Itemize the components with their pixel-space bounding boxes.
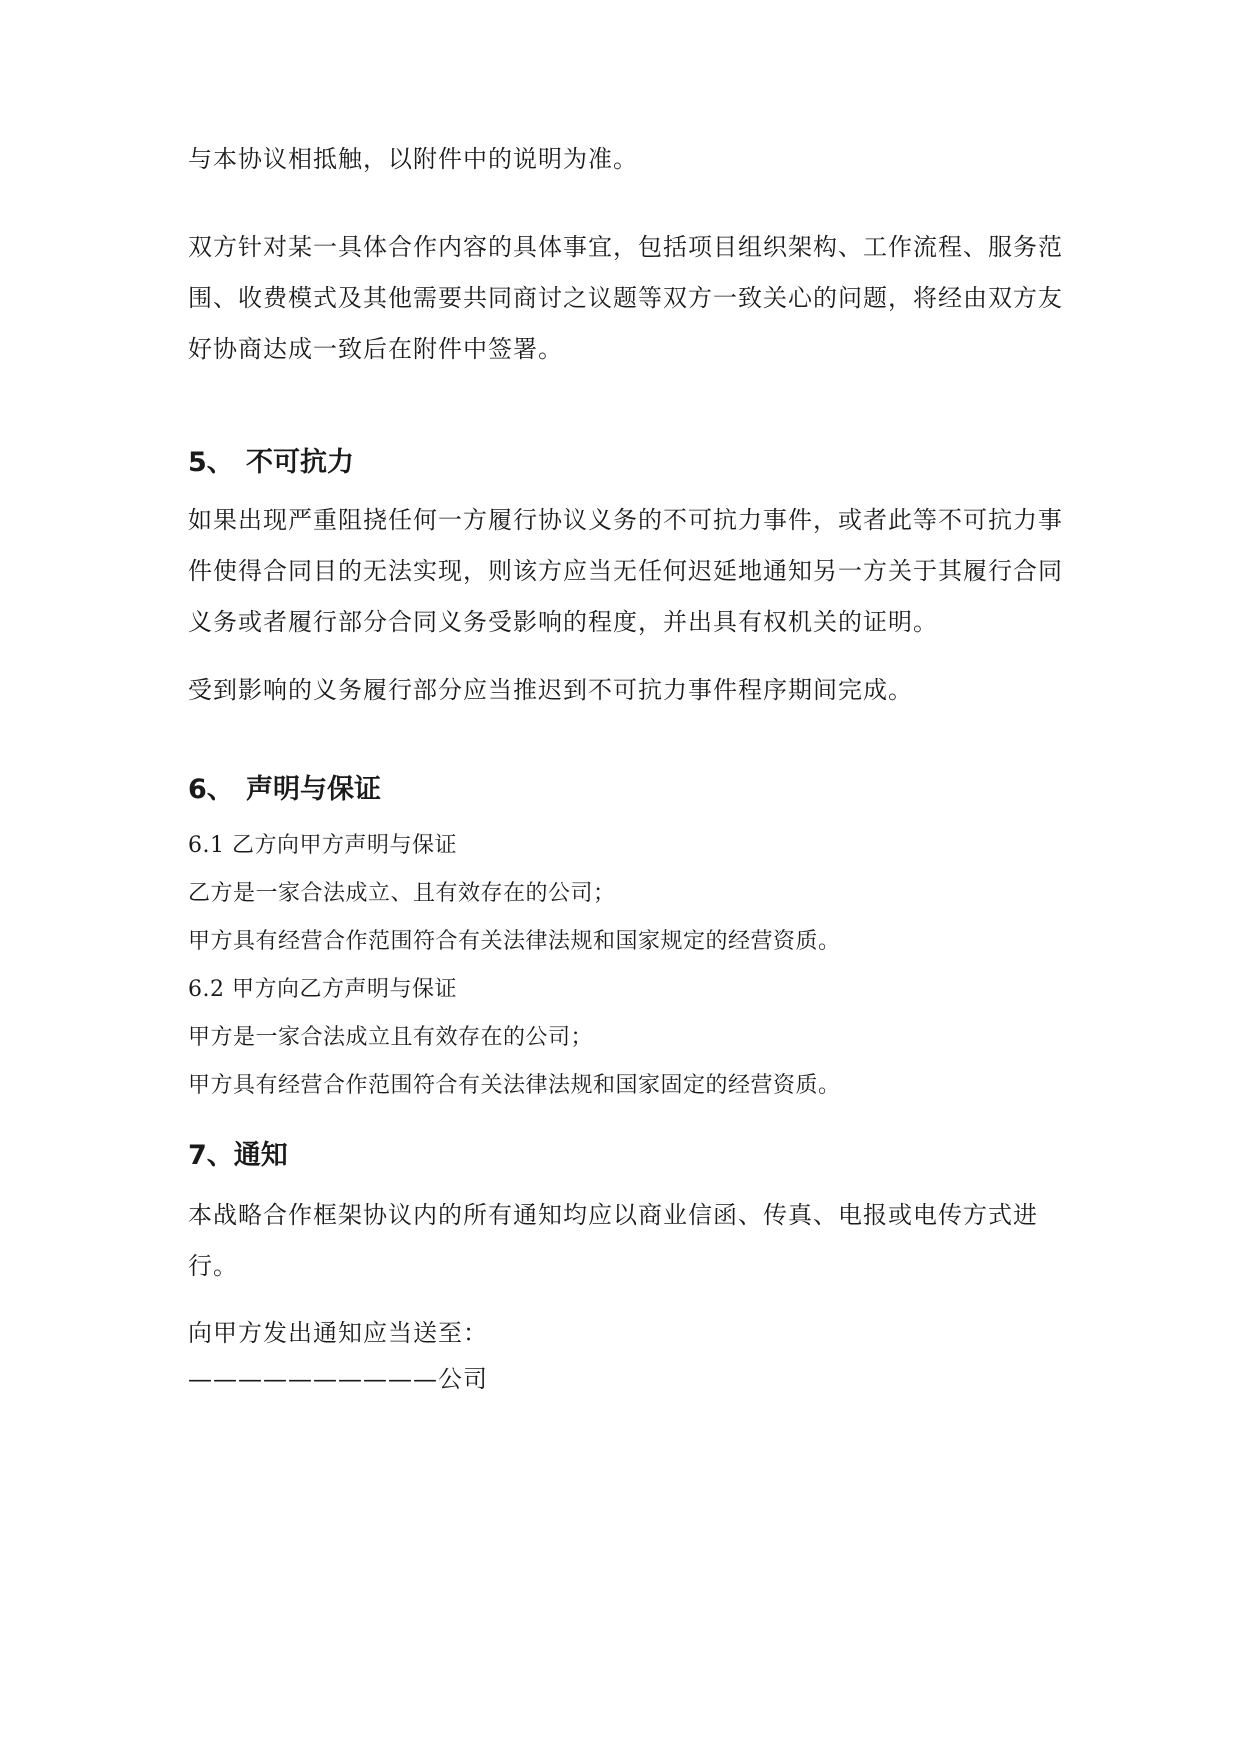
section-5-paragraph-2: 受到影响的义务履行部分应当推迟到不可抗力事件程序期间完成。 [188, 676, 913, 704]
section-6-line: 6.1 乙方向甲方声明与保证 [188, 833, 457, 858]
section-6-line: 乙方是一家合法成立、且有效存在的公司； [188, 881, 616, 906]
section-5-number: 5、 [188, 447, 234, 478]
section-6-line: 6.2 甲方向乙方声明与保证 [188, 977, 457, 1002]
section-7-heading [188, 1136, 1068, 1176]
section-7-title: 通知 [233, 1140, 288, 1171]
section-5-title: 不可抗力 [246, 447, 354, 478]
section-5-paragraph-1: 如果出现严重阻挠任何一方履行协议义务的不可抗力事件，或者此等不可抗力事件使得合同目的无法实现，则该方应当无任何迟延地通知另一方关于其履行合同义务或者履行部分合同义务受影响的程度，并出具有权机关的证明。 [188, 506, 1063, 636]
section-6-line: 甲方具有经营合作范围符合有关法律法规和国家规定的经营资质。 [188, 929, 841, 954]
section-6-line: 甲方是一家合法成立且有效存在的公司； [188, 1025, 594, 1050]
section-5-heading [188, 443, 1068, 483]
section-6-list [188, 822, 1068, 1110]
section-6-line: 甲方具有经营合作范围符合有关法律法规和国家固定的经营资质。 [188, 1073, 841, 1098]
section-6-title: 声明与保证 [246, 774, 381, 805]
section-6-heading [188, 770, 1068, 810]
section-7-paragraph-1: 本战略合作框架协议内的所有通知均应以商业信函、传真、电报或电传方式进行。 [188, 1201, 1038, 1280]
paragraph-cooperation-details: 双方针对某一具体合作内容的具体事宜，包括项目组织架构、工作流程、服务范围、收费模式及其他需要共同商讨之议题等双方一致关心的问题，将经由双方友好协商达成一致后在附件中签署。 [188, 233, 1063, 363]
section-7-paragraph-2: 向甲方发出通知应当送至： [188, 1319, 488, 1347]
section-7-company-blank: ——————————公司 [188, 1365, 488, 1393]
section-7-number: 7、 [188, 1140, 234, 1171]
paragraph-attachment-precedence: 与本协议相抵触，以附件中的说明为准。 [188, 145, 638, 173]
section-6-number: 6、 [188, 774, 234, 805]
